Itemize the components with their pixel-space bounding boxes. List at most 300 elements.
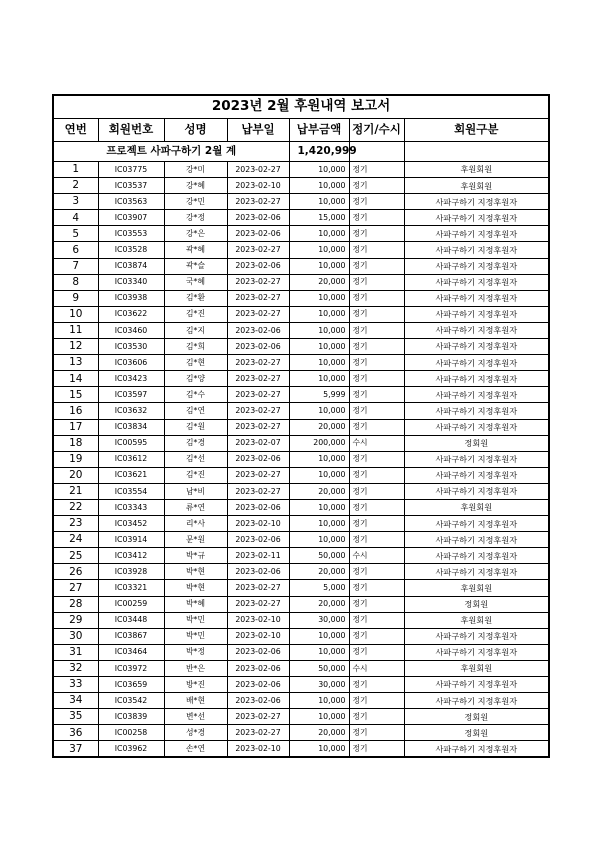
payment-type-cell: 정기: [349, 644, 404, 660]
row-number: 19: [53, 451, 98, 467]
row-number: 17: [53, 419, 98, 435]
member-id-cell: IC03340: [98, 274, 164, 290]
payment-date-cell: 2023-02-06: [227, 532, 289, 548]
member-name-cell: 류*연: [164, 499, 227, 515]
member-id-cell: IC03621: [98, 467, 164, 483]
table-row: [53, 322, 549, 338]
member-name-cell: 강*혜: [164, 178, 227, 194]
member-id-cell: IC03928: [98, 564, 164, 580]
row-number: 13: [53, 355, 98, 371]
payment-type-cell: 정기: [349, 725, 404, 741]
member-name-cell: 곽*슬: [164, 258, 227, 274]
table-row: [53, 532, 549, 548]
table-row: [53, 403, 549, 419]
member-kind-cell: 사파구하기 지정후원자: [404, 387, 549, 403]
payment-type-cell: 정기: [349, 258, 404, 274]
table-row: [53, 596, 549, 612]
payment-date-cell: 2023-02-06: [227, 339, 289, 355]
row-number: 14: [53, 371, 98, 387]
member-id-cell: IC03597: [98, 387, 164, 403]
payment-date-cell: 2023-02-06: [227, 322, 289, 338]
member-id-cell: IC03448: [98, 612, 164, 628]
table-row: [53, 258, 549, 274]
payment-amount-cell: 10,000: [289, 628, 349, 644]
row-number: 31: [53, 644, 98, 660]
payment-amount-cell: 10,000: [289, 499, 349, 515]
payment-amount-cell: 50,000: [289, 660, 349, 676]
member-name-cell: 박*정: [164, 644, 227, 660]
member-name-cell: 김*수: [164, 387, 227, 403]
payment-amount-cell: 10,000: [289, 516, 349, 532]
table-row: [53, 709, 549, 725]
member-name-cell: 김*원: [164, 419, 227, 435]
member-kind-cell: 정회원: [404, 596, 549, 612]
member-id-cell: IC00259: [98, 596, 164, 612]
payment-amount-cell: 15,000: [289, 210, 349, 226]
member-name-cell: 박*현: [164, 564, 227, 580]
member-kind-cell: 사파구하기 지정후원자: [404, 548, 549, 564]
header-kind: 회원구분: [404, 119, 549, 142]
row-number: 4: [53, 210, 98, 226]
payment-type-cell: 정기: [349, 194, 404, 210]
member-kind-cell: 후원회원: [404, 178, 549, 194]
table-row: [53, 483, 549, 499]
payment-amount-cell: 200,000: [289, 435, 349, 451]
total-empty-type: [349, 142, 404, 162]
payment-amount-cell: 10,000: [289, 258, 349, 274]
row-number: 16: [53, 403, 98, 419]
payment-date-cell: 2023-02-27: [227, 194, 289, 210]
payment-amount-cell: 10,000: [289, 162, 349, 178]
member-id-cell: IC03874: [98, 258, 164, 274]
payment-date-cell: 2023-02-27: [227, 274, 289, 290]
payment-amount-cell: 5,999: [289, 387, 349, 403]
member-name-cell: 배*현: [164, 693, 227, 709]
member-id-cell: IC03542: [98, 693, 164, 709]
member-id-cell: IC03962: [98, 741, 164, 758]
payment-amount-cell: 10,000: [289, 194, 349, 210]
member-id-cell: IC03528: [98, 242, 164, 258]
member-kind-cell: 사파구하기 지정후원자: [404, 371, 549, 387]
member-id-cell: IC03839: [98, 709, 164, 725]
member-name-cell: 변*선: [164, 709, 227, 725]
member-name-cell: 박*현: [164, 580, 227, 596]
header-no: 연번: [53, 119, 98, 142]
row-number: 2: [53, 178, 98, 194]
member-name-cell: 강*민: [164, 194, 227, 210]
table-row: [53, 435, 549, 451]
member-id-cell: IC03343: [98, 499, 164, 515]
member-kind-cell: 사파구하기 지정후원자: [404, 419, 549, 435]
member-name-cell: 박*민: [164, 612, 227, 628]
member-name-cell: 손*연: [164, 741, 227, 758]
row-number: 21: [53, 483, 98, 499]
payment-date-cell: 2023-02-10: [227, 612, 289, 628]
payment-amount-cell: 10,000: [289, 741, 349, 758]
table-row: [53, 548, 549, 564]
row-number: 29: [53, 612, 98, 628]
table-row: [53, 564, 549, 580]
payment-amount-cell: 10,000: [289, 178, 349, 194]
row-number: 37: [53, 741, 98, 758]
payment-date-cell: 2023-02-06: [227, 499, 289, 515]
table-row: [53, 516, 549, 532]
payment-amount-cell: 10,000: [289, 322, 349, 338]
payment-type-cell: 정기: [349, 210, 404, 226]
payment-amount-cell: 30,000: [289, 612, 349, 628]
payment-type-cell: 정기: [349, 387, 404, 403]
payment-date-cell: 2023-02-27: [227, 387, 289, 403]
member-name-cell: 김*현: [164, 355, 227, 371]
donation-report-table: [52, 94, 550, 758]
payment-date-cell: 2023-02-06: [227, 677, 289, 693]
header-name: 성명: [164, 119, 227, 142]
row-number: 33: [53, 677, 98, 693]
table-row: [53, 371, 549, 387]
member-kind-cell: 사파구하기 지정후원자: [404, 564, 549, 580]
payment-type-cell: 정기: [349, 419, 404, 435]
payment-date-cell: 2023-02-10: [227, 628, 289, 644]
table-row: [53, 194, 549, 210]
table-row: [53, 644, 549, 660]
payment-amount-cell: 30,000: [289, 677, 349, 693]
payment-type-cell: 정기: [349, 355, 404, 371]
row-number: 11: [53, 322, 98, 338]
member-id-cell: IC03321: [98, 580, 164, 596]
payment-type-cell: 수시: [349, 548, 404, 564]
payment-amount-cell: 10,000: [289, 339, 349, 355]
member-id-cell: IC00258: [98, 725, 164, 741]
payment-type-cell: 정기: [349, 596, 404, 612]
member-name-cell: 반*은: [164, 660, 227, 676]
payment-date-cell: 2023-02-06: [227, 258, 289, 274]
payment-amount-cell: 10,000: [289, 709, 349, 725]
member-id-cell: IC03530: [98, 339, 164, 355]
payment-amount-cell: 10,000: [289, 403, 349, 419]
member-kind-cell: 사파구하기 지정후원자: [404, 693, 549, 709]
row-number: 15: [53, 387, 98, 403]
table-row: [53, 725, 549, 741]
member-name-cell: 강*정: [164, 210, 227, 226]
table-row: [53, 162, 549, 178]
member-id-cell: IC03563: [98, 194, 164, 210]
payment-date-cell: 2023-02-27: [227, 709, 289, 725]
row-number: 9: [53, 290, 98, 306]
payment-date-cell: 2023-02-06: [227, 451, 289, 467]
member-name-cell: 방*진: [164, 677, 227, 693]
row-number: 34: [53, 693, 98, 709]
row-number: 5: [53, 226, 98, 242]
member-id-cell: IC03537: [98, 178, 164, 194]
row-number: 6: [53, 242, 98, 258]
row-number: 23: [53, 516, 98, 532]
total-label: 프로젝트 사파구하기 2월 계: [53, 142, 289, 162]
row-number: 26: [53, 564, 98, 580]
payment-amount-cell: 20,000: [289, 564, 349, 580]
payment-date-cell: 2023-02-27: [227, 371, 289, 387]
member-kind-cell: 사파구하기 지정후원자: [404, 194, 549, 210]
table-row: [53, 660, 549, 676]
row-number: 22: [53, 499, 98, 515]
payment-type-cell: 정기: [349, 499, 404, 515]
table-row: [53, 628, 549, 644]
member-kind-cell: 사파구하기 지정후원자: [404, 242, 549, 258]
member-name-cell: 김*환: [164, 290, 227, 306]
table-body: [53, 162, 549, 758]
payment-amount-cell: 10,000: [289, 532, 349, 548]
payment-amount-cell: 20,000: [289, 274, 349, 290]
header-amount: 납부금액: [289, 119, 349, 142]
payment-date-cell: 2023-02-06: [227, 564, 289, 580]
member-name-cell: 문*원: [164, 532, 227, 548]
member-name-cell: 강*은: [164, 226, 227, 242]
payment-date-cell: 2023-02-27: [227, 419, 289, 435]
member-id-cell: IC03938: [98, 290, 164, 306]
member-kind-cell: 사파구하기 지정후원자: [404, 322, 549, 338]
payment-type-cell: 수시: [349, 435, 404, 451]
member-name-cell: 박*혜: [164, 596, 227, 612]
payment-type-cell: 정기: [349, 741, 404, 758]
payment-date-cell: 2023-02-27: [227, 580, 289, 596]
payment-type-cell: 정기: [349, 242, 404, 258]
table-row: [53, 387, 549, 403]
payment-date-cell: 2023-02-06: [227, 644, 289, 660]
row-number: 10: [53, 306, 98, 322]
member-kind-cell: 사파구하기 지정후원자: [404, 306, 549, 322]
member-kind-cell: 사파구하기 지정후원자: [404, 483, 549, 499]
payment-type-cell: 정기: [349, 274, 404, 290]
row-number: 20: [53, 467, 98, 483]
payment-type-cell: 수시: [349, 660, 404, 676]
member-id-cell: IC03907: [98, 210, 164, 226]
member-id-cell: IC03867: [98, 628, 164, 644]
member-kind-cell: 사파구하기 지정후원자: [404, 339, 549, 355]
payment-amount-cell: 10,000: [289, 371, 349, 387]
payment-date-cell: 2023-02-10: [227, 741, 289, 758]
payment-date-cell: 2023-02-06: [227, 660, 289, 676]
member-id-cell: IC03464: [98, 644, 164, 660]
row-number: 12: [53, 339, 98, 355]
total-amount: 1,420,999: [289, 142, 349, 162]
header-date: 납부일: [227, 119, 289, 142]
row-number: 18: [53, 435, 98, 451]
member-id-cell: IC03914: [98, 532, 164, 548]
header-member-id: 회원번호: [98, 119, 164, 142]
row-number: 1: [53, 162, 98, 178]
row-number: 24: [53, 532, 98, 548]
member-id-cell: IC03775: [98, 162, 164, 178]
member-kind-cell: 후원회원: [404, 612, 549, 628]
table-row: [53, 741, 549, 758]
payment-amount-cell: 20,000: [289, 483, 349, 499]
payment-amount-cell: 50,000: [289, 548, 349, 564]
row-number: 25: [53, 548, 98, 564]
member-kind-cell: 후원회원: [404, 580, 549, 596]
payment-type-cell: 정기: [349, 339, 404, 355]
payment-type-cell: 정기: [349, 628, 404, 644]
member-kind-cell: 정회원: [404, 435, 549, 451]
member-kind-cell: 사파구하기 지정후원자: [404, 451, 549, 467]
payment-type-cell: 정기: [349, 162, 404, 178]
payment-type-cell: 정기: [349, 709, 404, 725]
member-name-cell: 김*진: [164, 467, 227, 483]
payment-type-cell: 정기: [349, 290, 404, 306]
payment-amount-cell: 10,000: [289, 355, 349, 371]
row-number: 3: [53, 194, 98, 210]
payment-type-cell: 정기: [349, 483, 404, 499]
payment-type-cell: 정기: [349, 467, 404, 483]
payment-amount-cell: 20,000: [289, 725, 349, 741]
member-kind-cell: 사파구하기 지정후원자: [404, 258, 549, 274]
member-name-cell: 성*경: [164, 725, 227, 741]
member-kind-cell: 후원회원: [404, 660, 549, 676]
member-name-cell: 남*비: [164, 483, 227, 499]
payment-amount-cell: 10,000: [289, 644, 349, 660]
member-id-cell: IC03460: [98, 322, 164, 338]
payment-type-cell: 정기: [349, 306, 404, 322]
header-type: 정기/수시: [349, 119, 404, 142]
payment-amount-cell: 10,000: [289, 226, 349, 242]
row-number: 32: [53, 660, 98, 676]
payment-date-cell: 2023-02-27: [227, 467, 289, 483]
member-id-cell: IC03972: [98, 660, 164, 676]
member-name-cell: 곽*혜: [164, 242, 227, 258]
payment-amount-cell: 20,000: [289, 419, 349, 435]
table-row: [53, 499, 549, 515]
table-row: [53, 226, 549, 242]
member-kind-cell: 정회원: [404, 709, 549, 725]
member-name-cell: 김*지: [164, 322, 227, 338]
member-name-cell: 김*진: [164, 306, 227, 322]
member-kind-cell: 사파구하기 지정후원자: [404, 210, 549, 226]
member-name-cell: 김*선: [164, 451, 227, 467]
payment-date-cell: 2023-02-27: [227, 403, 289, 419]
payment-date-cell: 2023-02-27: [227, 355, 289, 371]
payment-amount-cell: 10,000: [289, 693, 349, 709]
member-name-cell: 김*연: [164, 403, 227, 419]
member-kind-cell: 사파구하기 지정후원자: [404, 532, 549, 548]
member-name-cell: 박*규: [164, 548, 227, 564]
payment-amount-cell: 10,000: [289, 242, 349, 258]
table-row: [53, 419, 549, 435]
payment-amount-cell: 10,000: [289, 290, 349, 306]
member-kind-cell: 사파구하기 지정후원자: [404, 403, 549, 419]
table-row: [53, 580, 549, 596]
payment-type-cell: 정기: [349, 677, 404, 693]
row-number: 35: [53, 709, 98, 725]
member-kind-cell: 후원회원: [404, 499, 549, 515]
member-id-cell: IC03452: [98, 516, 164, 532]
payment-date-cell: 2023-02-07: [227, 435, 289, 451]
member-kind-cell: 사파구하기 지정후원자: [404, 274, 549, 290]
member-id-cell: IC03622: [98, 306, 164, 322]
member-kind-cell: 사파구하기 지정후원자: [404, 355, 549, 371]
table-row: [53, 242, 549, 258]
payment-type-cell: 정기: [349, 580, 404, 596]
payment-amount-cell: 10,000: [289, 451, 349, 467]
payment-type-cell: 정기: [349, 178, 404, 194]
payment-type-cell: 정기: [349, 516, 404, 532]
payment-type-cell: 정기: [349, 403, 404, 419]
member-kind-cell: 사파구하기 지정후원자: [404, 741, 549, 758]
payment-date-cell: 2023-02-27: [227, 306, 289, 322]
member-id-cell: IC03659: [98, 677, 164, 693]
payment-type-cell: 정기: [349, 371, 404, 387]
total-row: [53, 142, 549, 162]
payment-date-cell: 2023-02-27: [227, 290, 289, 306]
member-kind-cell: 사파구하기 지정후원자: [404, 290, 549, 306]
member-name-cell: 국*혜: [164, 274, 227, 290]
member-id-cell: IC03632: [98, 403, 164, 419]
table-row: [53, 355, 549, 371]
table-row: [53, 178, 549, 194]
payment-date-cell: 2023-02-27: [227, 725, 289, 741]
payment-date-cell: 2023-02-27: [227, 483, 289, 499]
table-row: [53, 677, 549, 693]
table-row: [53, 612, 549, 628]
member-name-cell: 리*사: [164, 516, 227, 532]
header-row: [53, 119, 549, 142]
member-name-cell: 박*민: [164, 628, 227, 644]
member-id-cell: IC03554: [98, 483, 164, 499]
table-row: [53, 306, 549, 322]
member-id-cell: IC03423: [98, 371, 164, 387]
payment-date-cell: 2023-02-11: [227, 548, 289, 564]
member-name-cell: 김*양: [164, 371, 227, 387]
row-number: 27: [53, 580, 98, 596]
member-id-cell: IC03553: [98, 226, 164, 242]
report-title: 2023년 2월 후원내역 보고서: [53, 95, 549, 119]
row-number: 7: [53, 258, 98, 274]
member-id-cell: IC03606: [98, 355, 164, 371]
table-row: [53, 693, 549, 709]
payment-amount-cell: 10,000: [289, 467, 349, 483]
member-id-cell: IC00595: [98, 435, 164, 451]
payment-date-cell: 2023-02-27: [227, 162, 289, 178]
payment-date-cell: 2023-02-27: [227, 242, 289, 258]
row-number: 8: [53, 274, 98, 290]
payment-amount-cell: 10,000: [289, 306, 349, 322]
payment-type-cell: 정기: [349, 564, 404, 580]
payment-type-cell: 정기: [349, 451, 404, 467]
member-kind-cell: 사파구하기 지정후원자: [404, 226, 549, 242]
payment-type-cell: 정기: [349, 226, 404, 242]
payment-amount-cell: 5,000: [289, 580, 349, 596]
member-name-cell: 김*희: [164, 339, 227, 355]
member-id-cell: IC03612: [98, 451, 164, 467]
payment-type-cell: 정기: [349, 612, 404, 628]
table-row: [53, 451, 549, 467]
row-number: 36: [53, 725, 98, 741]
row-number: 30: [53, 628, 98, 644]
table-row: [53, 274, 549, 290]
member-kind-cell: 사파구하기 지정후원자: [404, 644, 549, 660]
member-kind-cell: 사파구하기 지정후원자: [404, 467, 549, 483]
row-number: 28: [53, 596, 98, 612]
payment-amount-cell: 20,000: [289, 596, 349, 612]
table-row: [53, 467, 549, 483]
payment-date-cell: 2023-02-06: [227, 693, 289, 709]
total-empty-kind: [404, 142, 549, 162]
payment-type-cell: 정기: [349, 322, 404, 338]
member-kind-cell: 사파구하기 지정후원자: [404, 677, 549, 693]
table-row: [53, 210, 549, 226]
payment-type-cell: 정기: [349, 693, 404, 709]
title-row: [53, 95, 549, 119]
payment-date-cell: 2023-02-10: [227, 516, 289, 532]
member-name-cell: 김*경: [164, 435, 227, 451]
member-kind-cell: 사파구하기 지정후원자: [404, 628, 549, 644]
